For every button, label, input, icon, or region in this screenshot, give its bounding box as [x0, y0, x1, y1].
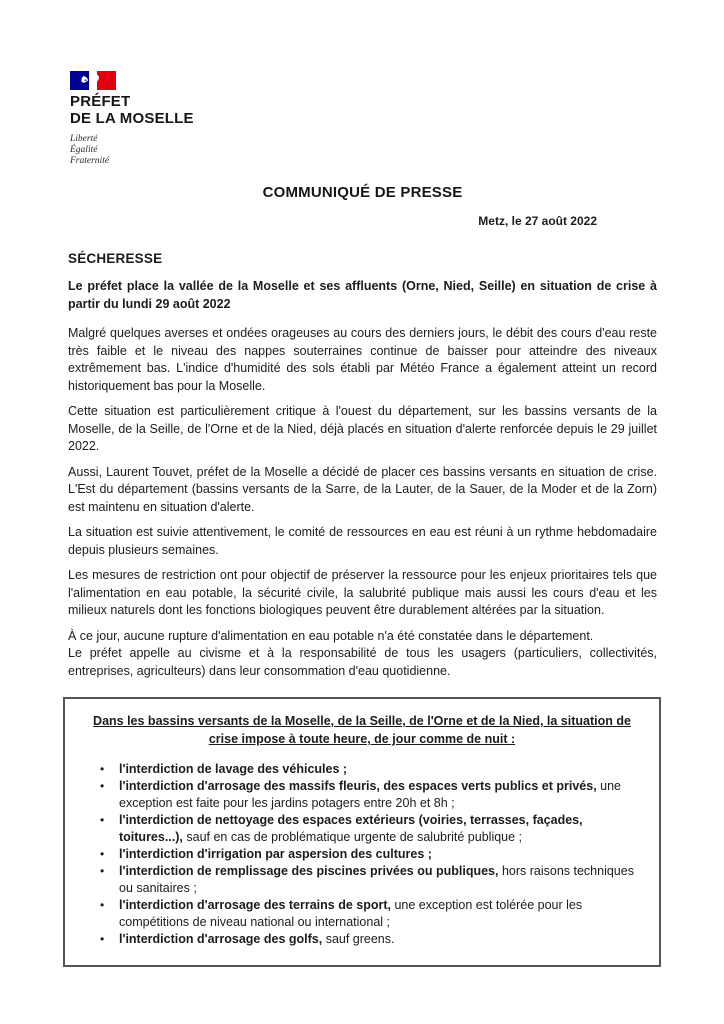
restriction-bold-text: l'interdiction de lavage des véhicules ;	[119, 762, 348, 776]
restriction-detail-text: sauf greens.	[322, 932, 395, 946]
paragraph: Aussi, Laurent Touvet, préfet de la Moselle a décidé de placer ces bassins versants en situation de crise. L'Est du département (bassins versants de la Sarre, de la Lauter, de la Sauer, de la Moder et de la Zorn) est maintenu en situation d'alerte.	[68, 464, 657, 514]
restriction-bold-text: l'interdiction de remplissage des piscines privées ou publiques,	[119, 864, 499, 878]
motto-liberte: Liberté	[70, 134, 98, 144]
headline: Le préfet place la vallée de la Moselle et ses affluents (Orne, Nied, Seille) en situation de crise à partir du lundi 29 août 2022	[68, 279, 657, 311]
restriction-bold-text: l'interdiction d'arrosage des golfs,	[119, 932, 323, 946]
restriction-bold-text: l'interdiction d'arrosage des massifs fleuris, des espaces verts publics et privés,	[119, 779, 597, 793]
subject-heading: SÉCHERESSE	[68, 251, 163, 266]
list-item	[87, 863, 637, 897]
list-item	[87, 778, 637, 812]
dateline: Metz, le 27 août 2022	[478, 214, 597, 228]
motto-egalite: Égalité	[70, 145, 98, 155]
restrictions-box-heading: Dans les bassins versants de la Moselle, de la Seille, de l'Orne et de la Nied, la situation de crise impose à toute heure, de jour comme de nuit :	[93, 714, 631, 746]
closing-line-1: À ce jour, aucune rupture d'alimentation en eau potable n'a été constatée dans le département.	[68, 628, 594, 643]
paragraph: Cette situation est particulièrement critique à l'ouest du département, sur les bassins versants de la Moselle, de la Seille, de l'Orne et de la Nied, déjà placés en situation d'alerte renforcée depuis le 29 juillet 2022.	[68, 404, 657, 453]
logo-institution-line1: PRÉFET	[70, 93, 131, 110]
prefecture-logo	[70, 71, 657, 167]
restriction-detail-text: hors raisons techniques ou sanitaires ;	[119, 864, 634, 895]
restriction-detail-text: une exception est faite pour les jardins potagers entre 20h et 8h ;	[119, 779, 622, 810]
french-flag-icon	[70, 71, 116, 90]
list-item	[87, 812, 637, 846]
logo-institution-line2: DE LA MOSELLE	[70, 109, 194, 127]
paragraph: La situation est suivie attentivement, le comité de ressources en eau est réuni à un rythme hebdomadaire depuis plusieurs semaines.	[68, 525, 657, 557]
list-item	[87, 761, 637, 778]
restriction-detail-text: sauf en cas de problématique urgente de salubrité publique ;	[182, 830, 523, 844]
list-item	[87, 846, 637, 863]
paragraph: Malgré quelques averses et ondées orageuses au cours des derniers jours, le débit des cours d'eau reste très faible et le niveau des nappes souterraines continue de baisser pour atteindre des niveaux extrêmement bas. L'indice d'humidité des sols établi par Météo France a également atteint un record historiquement bas pour la Moselle.	[68, 326, 657, 393]
restriction-bold-text: l'interdiction de nettoyage des espaces extérieurs (voiries, terrasses, façades, toitures...),	[119, 813, 583, 844]
list-item	[87, 897, 637, 931]
closing-line-2: Le préfet appelle au civisme et à la responsabilité de tous les usagers (particuliers, collectivités, entreprises, agriculteurs) dans leur consommation d'eau quotidienne.	[68, 646, 657, 678]
restriction-detail-text: une exception est tolérée pour les compétitions de niveau national ou international ;	[119, 898, 583, 929]
restrictions-list	[87, 761, 637, 948]
logo-motto	[70, 134, 657, 167]
document-title: COMMUNIQUÉ DE PRESSE	[262, 184, 463, 201]
restriction-bold-text: l'interdiction d'arrosage des terrains de sport,	[119, 898, 391, 912]
restrictions-box	[63, 697, 661, 967]
paragraph: Les mesures de restriction ont pour objectif de préserver la ressource pour les enjeux prioritaires tels que l'alimentation en eau potable, la sécurité civile, la salubrité publique mais aussi les cours d'eau et les milieux naturels dont les fonctions biologiques peuvent être durablement altérées par la situation.	[68, 568, 657, 617]
restriction-bold-text: l'interdiction d'irrigation par aspersion des cultures ;	[119, 847, 432, 861]
list-item	[87, 931, 637, 948]
closing-paragraph	[68, 628, 657, 681]
motto-fraternite: Fraternité	[70, 156, 110, 166]
